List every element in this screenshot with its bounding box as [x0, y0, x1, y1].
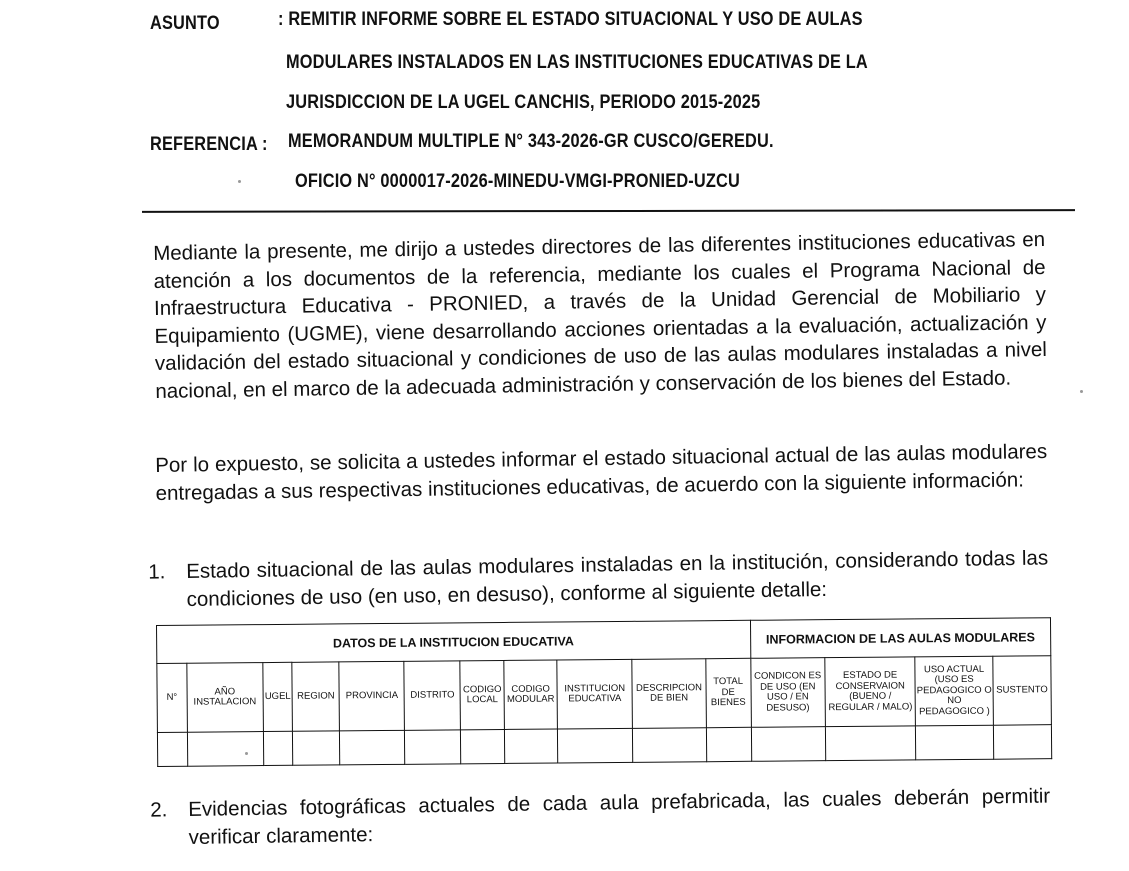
- table-cell: [557, 728, 633, 763]
- column-header: N°: [157, 663, 187, 732]
- column-header: TOTAL DE BIENES: [705, 658, 751, 727]
- referencia-label: REFERENCIA :: [150, 134, 268, 155]
- header-divider: [142, 209, 1075, 213]
- column-header: PROVINCIA: [339, 661, 405, 731]
- list-item-1: [148, 544, 1049, 614]
- column-header: CODIGO LOCAL: [460, 660, 504, 729]
- table-cell: [157, 732, 187, 766]
- table-cell: [633, 728, 707, 763]
- table-cell: [405, 730, 461, 764]
- asunto-label: ASUNTO: [150, 13, 220, 34]
- list-text-1: Estado situacional de las aulas modulares instaladas en la institución, considerando todas las condiciones de uso (en uso, en desuso), conforme al siguiente detalle:: [186, 546, 1049, 611]
- table-row: [157, 725, 1051, 767]
- referencia-line-2: OFICIO N° 0000017-2026-MINEDU-VMGI-PRONIED-UZCU: [295, 171, 740, 192]
- table-cell: [825, 726, 916, 761]
- table-cell: [993, 725, 1051, 760]
- paragraph-intro: [153, 226, 1047, 405]
- table-cell: [706, 727, 751, 761]
- group-header-aulas: INFORMACION DE LAS AULAS MODULARES: [750, 618, 1051, 659]
- asunto-line-1: : REMITIR INFORME SOBRE EL ESTADO SITUACIONAL Y USO DE AULAS: [278, 9, 863, 30]
- column-header: DESCRIPCION DE BIEN: [632, 659, 706, 729]
- list-text-2: Evidencias fotográficas actuales de cada aula prefabricada, las cuales deberán permitir verificar claramente:: [188, 784, 1051, 849]
- paragraph-request-text: Por lo expuesto, se solicita a ustedes informar el estado situacional actual de las aulas modulares entregadas a sus respectivas instituciones educativas, de acuerdo con la siguiente información:: [155, 439, 1048, 505]
- column-header: AÑO INSTALACION: [186, 663, 263, 733]
- paragraph-request: [155, 438, 1048, 507]
- group-header-institucion: DATOS DE LA INSTITUCION EDUCATIVA: [157, 620, 751, 663]
- column-header: USO ACTUAL (USO ES PEDAGOGICO O NO PEDAGOGICO ): [915, 656, 993, 726]
- list-item-2: [150, 782, 1051, 852]
- list-number-1: 1.: [148, 560, 166, 584]
- table-cell: [751, 727, 826, 762]
- aulas-table-wrapper: [156, 617, 1052, 767]
- scan-speck: [245, 752, 248, 755]
- table-cell: [340, 730, 405, 765]
- asunto-line-3: JURISDICCION DE LA UGEL CANCHIS, PERIODO 2015-2025: [286, 92, 761, 113]
- column-header: CODIGO MODULAR: [504, 660, 558, 729]
- table-cell: [505, 729, 558, 763]
- table-cell: [293, 731, 340, 765]
- aulas-modulares-table: [156, 617, 1052, 767]
- referencia-line-1: MEMORANDUM MULTIPLE N° 343-2026-GR CUSCO/GEREDU.: [288, 131, 774, 152]
- asunto-line-2: MODULARES INSTALADOS EN LAS INSTITUCIONES EDUCATIVAS DE LA: [286, 52, 868, 73]
- table-cell: [187, 732, 264, 767]
- table-cell: [916, 725, 994, 760]
- column-header: INSTITUCION EDUCATIVA: [557, 659, 633, 729]
- scan-speck: [238, 180, 241, 183]
- column-header: ESTADO DE CONSERVAION (BUENO / REGULAR / MALO): [825, 657, 916, 727]
- list-number-2: 2.: [150, 798, 168, 822]
- table-cell: [461, 729, 505, 763]
- column-header: UGEL: [263, 662, 293, 731]
- scan-speck: [1080, 390, 1083, 393]
- column-header: SUSTENTO: [993, 656, 1052, 726]
- table-cell: [263, 731, 293, 765]
- column-header: REGION: [292, 662, 339, 731]
- column-header: DISTRITO: [404, 661, 461, 730]
- column-header: CONDICON ES DE USO (EN USO / EN DESUSO): [750, 658, 825, 728]
- paragraph-intro-text: Mediante la presente, me dirijo a ustedes directores de las diferentes instituciones educativas en atención a los documentos de la referencia, mediante los cuales el Programa Nacional de Infraestructura Educativa - PRONIED, a través de la Unidad Gerencial de Mobiliario y Equipamiento (UGME), viene desarrollando acciones orientadas a la evaluación, actualización y validación del estado situacional y condiciones de uso de las aulas modulares instaladas a nivel nacional, en el marco de la adecuada administración y conservación de los bienes del Estado.: [153, 227, 1048, 403]
